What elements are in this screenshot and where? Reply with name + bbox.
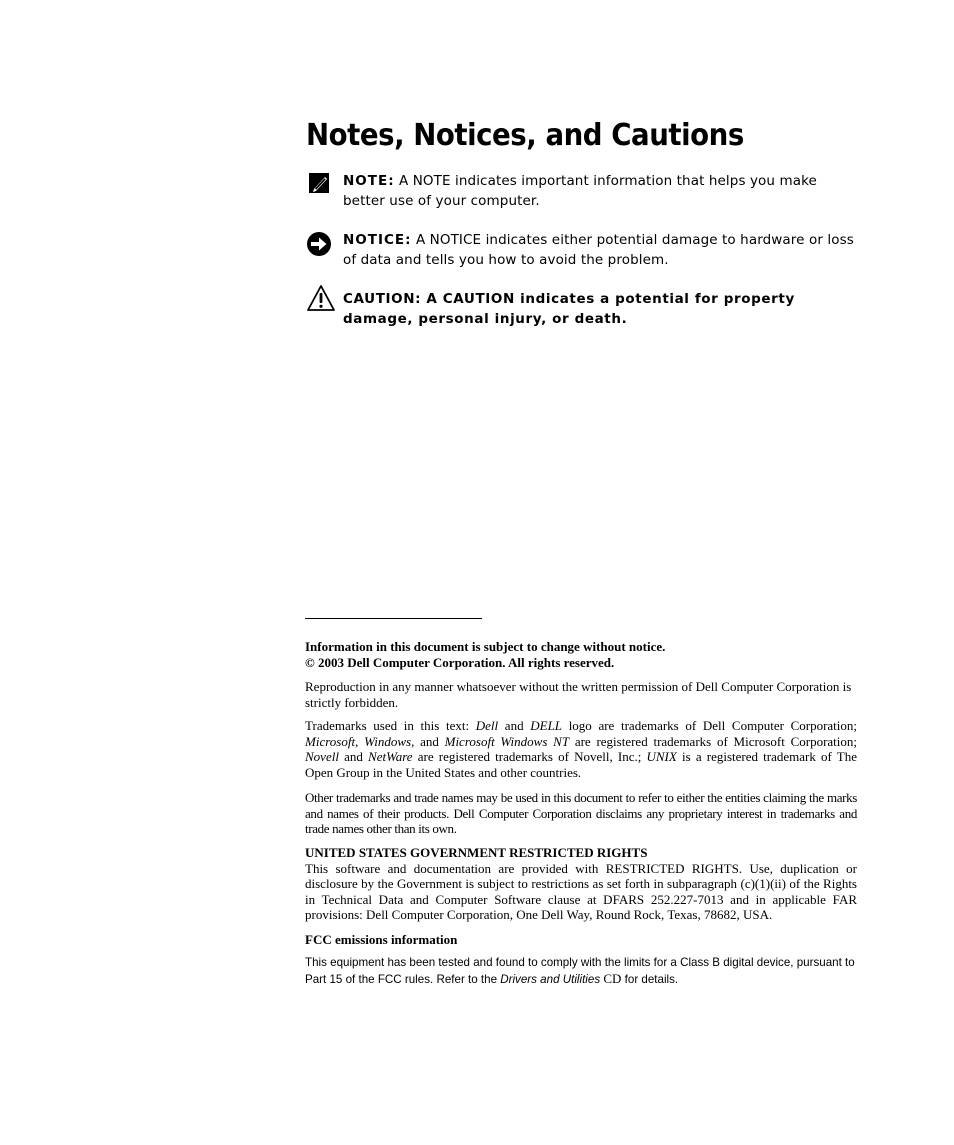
note-text (343, 172, 858, 211)
caution-body: A CAUTION indicates a potential for property damage, personal injury, or death. (343, 291, 795, 327)
fcc-text (305, 955, 857, 987)
trademarks-sep: are registered trademarks of Microsoft Corporation; (569, 733, 858, 749)
trademark-unix: UNIX (646, 749, 677, 764)
trademark-microsoft: Microsoft (305, 733, 356, 749)
note-keyword: NOTE: (343, 173, 395, 189)
reproduction-paragraph (305, 679, 857, 710)
notice-arrow-icon (306, 231, 332, 257)
caution-callout (306, 290, 858, 329)
notice-callout (306, 231, 858, 270)
trademark-netware: NetWare (368, 749, 413, 764)
trademarks-sep: and (498, 718, 531, 733)
trademark-windows: Windows (364, 733, 412, 749)
fcc-text-end: for details. (621, 972, 679, 986)
fcc-cd-name: Drivers and Utilities (500, 972, 601, 986)
fcc-paragraph (305, 955, 857, 987)
note-pencil-icon (306, 172, 332, 198)
trademark-novell: Novell (305, 749, 339, 764)
change-notice-line: Information in this document is subject to change without notice. (305, 639, 666, 654)
caution-triangle-icon (306, 284, 332, 310)
trademarks-sep: logo are trademarks of Dell Computer Corporation; (562, 718, 858, 733)
trademarks-text (305, 718, 857, 780)
caution-keyword: CAUTION: (343, 291, 422, 307)
fcc-cd-word: CD (600, 970, 622, 986)
notice-text (343, 231, 858, 270)
footnote-divider (305, 618, 482, 619)
note-callout (306, 172, 858, 211)
restricted-rights-text: This software and documentation are provided with RESTRICTED RIGHTS. Use, duplication or disclosure by the Government is subject to restrictions as set forth in subparagraph (c)(1)(ii) of the Rights in Technical Data and Computer Software clause at DFARS 252.227-7013 and in applicable FAR provisions: Dell Computer Corporation, One Dell Way, Round Rock, Texas, 78682, USA. (305, 860, 857, 922)
fcc-text-start: This equipment has been tested and found to comply with the limits for a Class B digital device, pursuant to Part 15 of the FCC rules. Refer to the (305, 956, 855, 986)
copyright-line: © 2003 Dell Computer Corporation. All rights reserved. (305, 654, 615, 670)
trademarks-intro: Trademarks used in this text: (305, 718, 476, 733)
trademarks-sep: and (338, 749, 369, 764)
trademarks-paragraph (305, 718, 857, 780)
trademarks-sep: are registered trademarks of Novell, Inc.; (412, 749, 647, 764)
other-trademarks-paragraph (305, 790, 857, 837)
fcc-heading-block (305, 932, 857, 948)
notice-body: A NOTICE indicates either potential damage to hardware or loss of data and tells you how to avoid the problem. (343, 232, 854, 268)
restricted-rights-section (305, 845, 857, 923)
restricted-rights-heading: UNITED STATES GOVERNMENT RESTRICTED RIGHTS (305, 845, 648, 860)
trademark-dell: Dell (475, 718, 499, 733)
fcc-heading: FCC emissions information (305, 932, 458, 947)
trademarks-sep: , (355, 733, 365, 749)
note-body: A NOTE indicates important information that helps you make better use of your computer. (343, 173, 817, 209)
other-trademarks-text: Other trademarks and trade names may be used in this document to refer to either the entities claiming the marks and names of their products. Dell Computer Corporation disclaims any proprietary interest in trademarks and trade names other than its own. (305, 790, 857, 836)
caution-text (343, 290, 858, 329)
trademark-windows-nt: Microsoft Windows NT (444, 733, 570, 749)
change-notice-block (305, 639, 857, 670)
page-title: Notes, Notices, and Cautions (306, 118, 744, 153)
trademarks-sep: , and (411, 733, 445, 749)
trademarks-sep: is a registered trademark of The Open Group in the United States and other countries. (305, 749, 857, 780)
reproduction-text: Reproduction in any manner whatsoever without the written permission of Dell Computer Corporation is strictly forbidden. (305, 679, 852, 710)
notice-keyword: NOTICE: (343, 232, 412, 248)
trademark-dell-logo: DELL (530, 718, 563, 733)
